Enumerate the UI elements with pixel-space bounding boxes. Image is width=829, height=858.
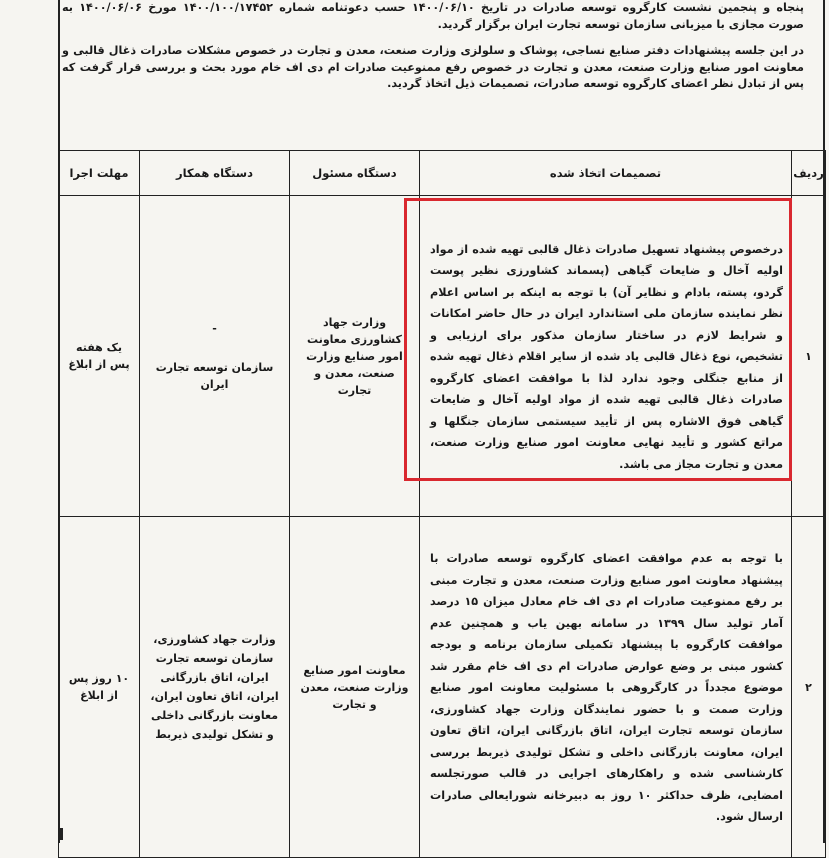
partner-text: سازمان توسعه تجارت ایران [155, 360, 274, 391]
responsible-cell: وزارت جهاد کشاورزی معاونت امور صنایع وزارت صنعت، معدن و تجارت [290, 196, 420, 517]
header-deadline: مهلت اجرا [59, 151, 140, 196]
decision-cell: با توجه به عدم موافقت اعضای کارگروه توسعه صادرات با پیشنهاد معاونت امور صنایع وزارت صنعت، معدن و تجارت مبنی بر رفع ممنوعیت صادرات ام دی اف خام معادل میزان ۱۵ درصد آمار تولید سال ۱۳۹۹ در سامانه بهین یاب و همچنین عدم موافقت کارگروه با پیشنهاد تکمیلی سازمان برنامه و بودجه کشور مبنی بر وضع عوارض صادرات ام دی اف خام مقرر شد موضوع مجدداً در کارگروهی با مسئولیت معاونت امور صنایع وزارت صمت و با حضور نمایندگان وزارت جهاد کشاورزی، سازمان توسعه تجارت ایران، اتاق بازرگانی ایران، اتاق تعاون ایران، معاونت بازرگانی داخلی و تشکل تولیدی ذیربط بررسی کارشناسی شده و راهکارهای اجرایی در قالب صورتجلسه امضایی، ظرف حداکثر ۱۰ روز به دبیرخانه شورایعالی صادرات ارسال شود. [420, 517, 792, 858]
header-row-number: ردیف [792, 151, 826, 196]
header-responsible: دستگاه مسئول [290, 151, 420, 196]
decisions-table [58, 150, 826, 858]
table-row [59, 517, 826, 858]
table-row [59, 196, 826, 517]
intro-paragraph-1: پنجاه و پنجمین نشست کارگروه توسعه صادرات در تاریخ ۱۴۰۰/۰۶/۱۰ حسب دعوتنامه شماره ۱۴۰۰/۱۰۰/۱۷۴۵۲ مورخ ۱۴۰۰/۰۶/۰۶ به صورت مجازی با میزبانی سازمان توسعه تجارت ایران برگزار گردید. [62, 1, 805, 31]
table-header-row [59, 151, 826, 196]
row-number-cell: ۱ [792, 196, 826, 517]
edge-mark [60, 828, 63, 840]
deadline-cell: ۱۰ روز پس از ابلاغ [59, 517, 140, 858]
deadline-cell: یک هفته پس از ابلاغ [59, 196, 140, 517]
responsible-cell: معاونت امور صنایع وزارت صنعت، معدن و تجارت [290, 517, 420, 858]
intro-paragraph-2: در این جلسه پیشنهادات دفتر صنایع نساجی، پوشاک و سلولزی وزارت صنعت، معدن و تجارت در خصوص مشکلات صادرات ذغال قالبی و معاونت امور صنایع وزارت صنعت، معدن و تجارت در خصوص رفع ممنوعیت صادرات ام دی اف خام مورد بحث و بررسی قرار گرفت که پس از تبادل نظر اعضای کارگروه توسعه صادرات، تصمیمات ذیل اتخاذ گردید. [62, 44, 804, 90]
partner-dash: - [212, 321, 217, 335]
header-decisions: تصمیمات اتخاذ شده [420, 151, 792, 196]
header-partner: دستگاه همکار [140, 151, 290, 196]
intro-section [62, 0, 804, 150]
partner-cell: وزارت جهاد کشاورزی، سازمان توسعه تجارت ایران، اتاق بازرگانی ایران، اتاق تعاون ایران، معاونت بازرگانی داخلی و تشکل تولیدی ذیربط [140, 517, 290, 858]
partner-cell [140, 196, 290, 517]
row-number-cell: ۲ [792, 517, 826, 858]
decision-cell: درخصوص پیشنهاد تسهیل صادرات ذغال قالبی تهیه شده از مواد اولیه آخال و ضایعات گیاهی (پسماند کشاورزی نظیر پوست گردو، پسته، بادام و نظایر آن) با توجه به اینکه بر اساس اعلام نظر نماینده سازمان ملی استاندارد ایران در حال حاضر امکانات و شرایط لازم در ساختار سازمان مذکور برای ارزیابی و تشخیص، نوع ذغال قالبی یاد شده از سایر اقلام ذغال تهیه شده از منابع جنگلی وجود ندارد لذا با موافقت اعضای کارگروه صادرات ذغال قالبی تهیه شده از مواد اولیه آخال و ضایعات گیاهی فوق الاشاره پس از تأیید سیستمی سازمان جنگلها و مراتع کشور و تأیید نهایی معاونت امور صنایع وزارت صنعت، معدن و تجارت مجاز می باشد. [420, 196, 792, 517]
